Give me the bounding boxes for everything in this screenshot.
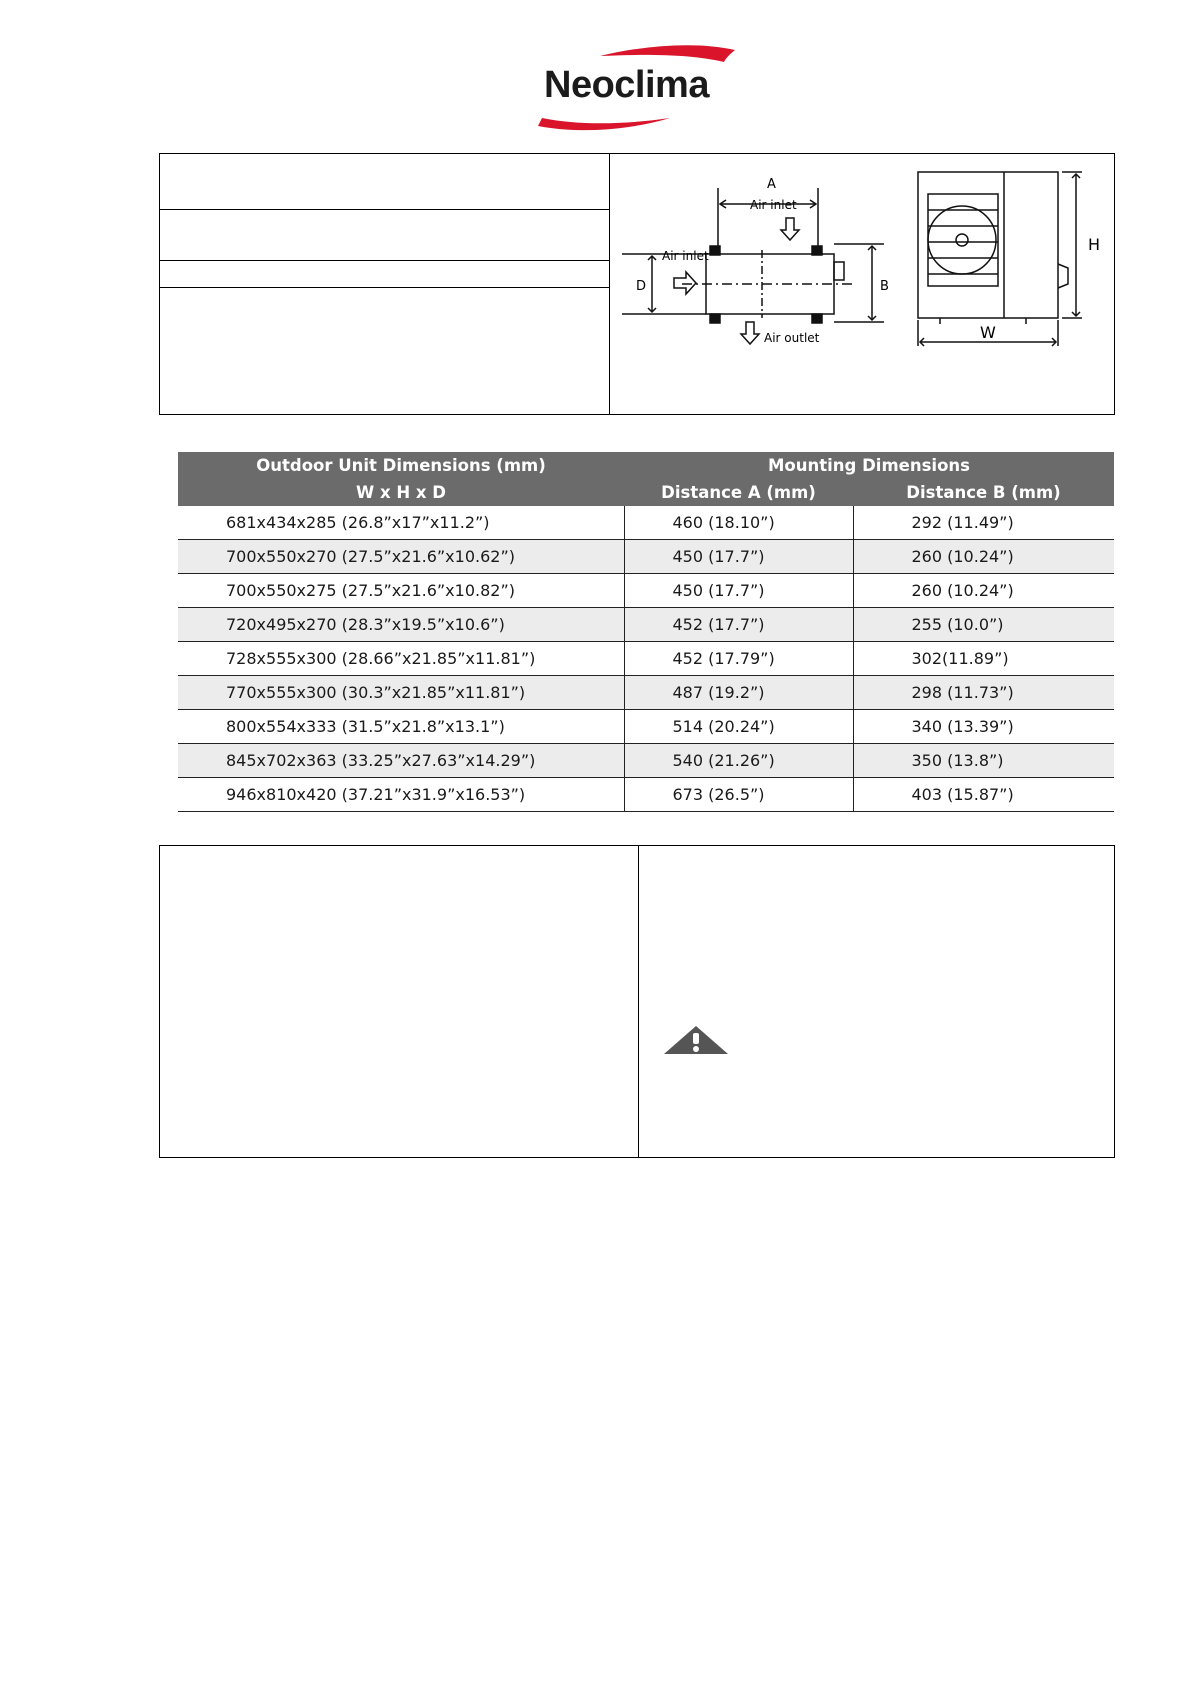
- header-distance-b: Distance B (mm): [853, 479, 1114, 506]
- label-air-inlet-side: Air inlet: [662, 249, 709, 263]
- cell-distance-a: 452 (17.79”): [624, 642, 853, 676]
- top-box-divider: [609, 153, 610, 415]
- top-box-row-line-3: [159, 287, 610, 288]
- cell-distance-b: 340 (13.39”): [853, 710, 1114, 744]
- cell-distance-a: 514 (20.24”): [624, 710, 853, 744]
- cell-distance-a: 487 (19.2”): [624, 676, 853, 710]
- cell-dimensions: 800x554x333 (31.5”x21.8”x13.1”): [178, 710, 624, 744]
- table-row: [178, 778, 1114, 812]
- cell-distance-b: 298 (11.73”): [853, 676, 1114, 710]
- cell-distance-a: 450 (17.7”): [624, 574, 853, 608]
- label-air-inlet-top: Air inlet: [750, 198, 797, 212]
- cell-distance-a: 452 (17.7”): [624, 608, 853, 642]
- cell-distance-b: 302(11.89”): [853, 642, 1114, 676]
- table-header-row-2: [178, 479, 1114, 506]
- cell-distance-b: 403 (15.87”): [853, 778, 1114, 812]
- cell-distance-b: 255 (10.0”): [853, 608, 1114, 642]
- table-row: [178, 710, 1114, 744]
- label-a: A: [767, 177, 776, 192]
- header-whd: W x H x D: [178, 479, 624, 506]
- table-row: [178, 676, 1114, 710]
- cell-distance-b: 260 (10.24”): [853, 540, 1114, 574]
- label-b: B: [880, 279, 889, 294]
- cell-dimensions: 845x702x363 (33.25”x27.63”x14.29”): [178, 744, 624, 778]
- header-outdoor-unit-dimensions: Outdoor Unit Dimensions (mm): [178, 452, 624, 479]
- table-row: [178, 540, 1114, 574]
- label-w: W: [980, 323, 996, 342]
- dimensions-table: [178, 452, 1114, 812]
- cell-distance-a: 673 (26.5”): [624, 778, 853, 812]
- table-row: [178, 642, 1114, 676]
- table-row: [178, 506, 1114, 540]
- cell-distance-b: 260 (10.24”): [853, 574, 1114, 608]
- cell-dimensions: 728x555x300 (28.66”x21.85”x11.81”): [178, 642, 624, 676]
- warning-icon: [662, 1024, 730, 1056]
- bottom-box-divider: [638, 845, 639, 1158]
- cell-distance-a: 450 (17.7”): [624, 540, 853, 574]
- header-mounting-dimensions: Mounting Dimensions: [624, 452, 1114, 479]
- top-box-row-line-1: [159, 209, 610, 210]
- cell-dimensions: 681x434x285 (26.8”x17”x11.2”): [178, 506, 624, 540]
- cell-dimensions: 770x555x300 (30.3”x21.85”x11.81”): [178, 676, 624, 710]
- brand-name: Neoclima: [544, 64, 709, 106]
- table-row: [178, 608, 1114, 642]
- cell-dimensions: 700x550x270 (27.5”x21.6”x10.62”): [178, 540, 624, 574]
- bottom-info-box: [159, 845, 1115, 1158]
- cell-distance-b: 350 (13.8”): [853, 744, 1114, 778]
- label-h: H: [1088, 235, 1101, 254]
- outdoor-unit-dimension-diagram: [622, 164, 1114, 354]
- cell-dimensions: 720x495x270 (28.3”x19.5”x10.6”): [178, 608, 624, 642]
- cell-dimensions: 700x550x275 (27.5”x21.6”x10.82”): [178, 574, 624, 608]
- label-d: D: [636, 279, 647, 294]
- label-air-outlet: Air outlet: [764, 331, 820, 345]
- cell-distance-a: 540 (21.26”): [624, 744, 853, 778]
- cell-distance-b: 292 (11.49”): [853, 506, 1114, 540]
- brand-logo: [530, 38, 750, 138]
- table-header-row-1: [178, 452, 1114, 479]
- cell-distance-a: 460 (18.10”): [624, 506, 853, 540]
- top-box-row-line-2: [159, 260, 610, 261]
- cell-dimensions: 946x810x420 (37.21”x31.9”x16.53”): [178, 778, 624, 812]
- table-row: [178, 744, 1114, 778]
- header-distance-a: Distance A (mm): [624, 479, 853, 506]
- front-view-drawing: [918, 172, 1082, 346]
- table-row: [178, 574, 1114, 608]
